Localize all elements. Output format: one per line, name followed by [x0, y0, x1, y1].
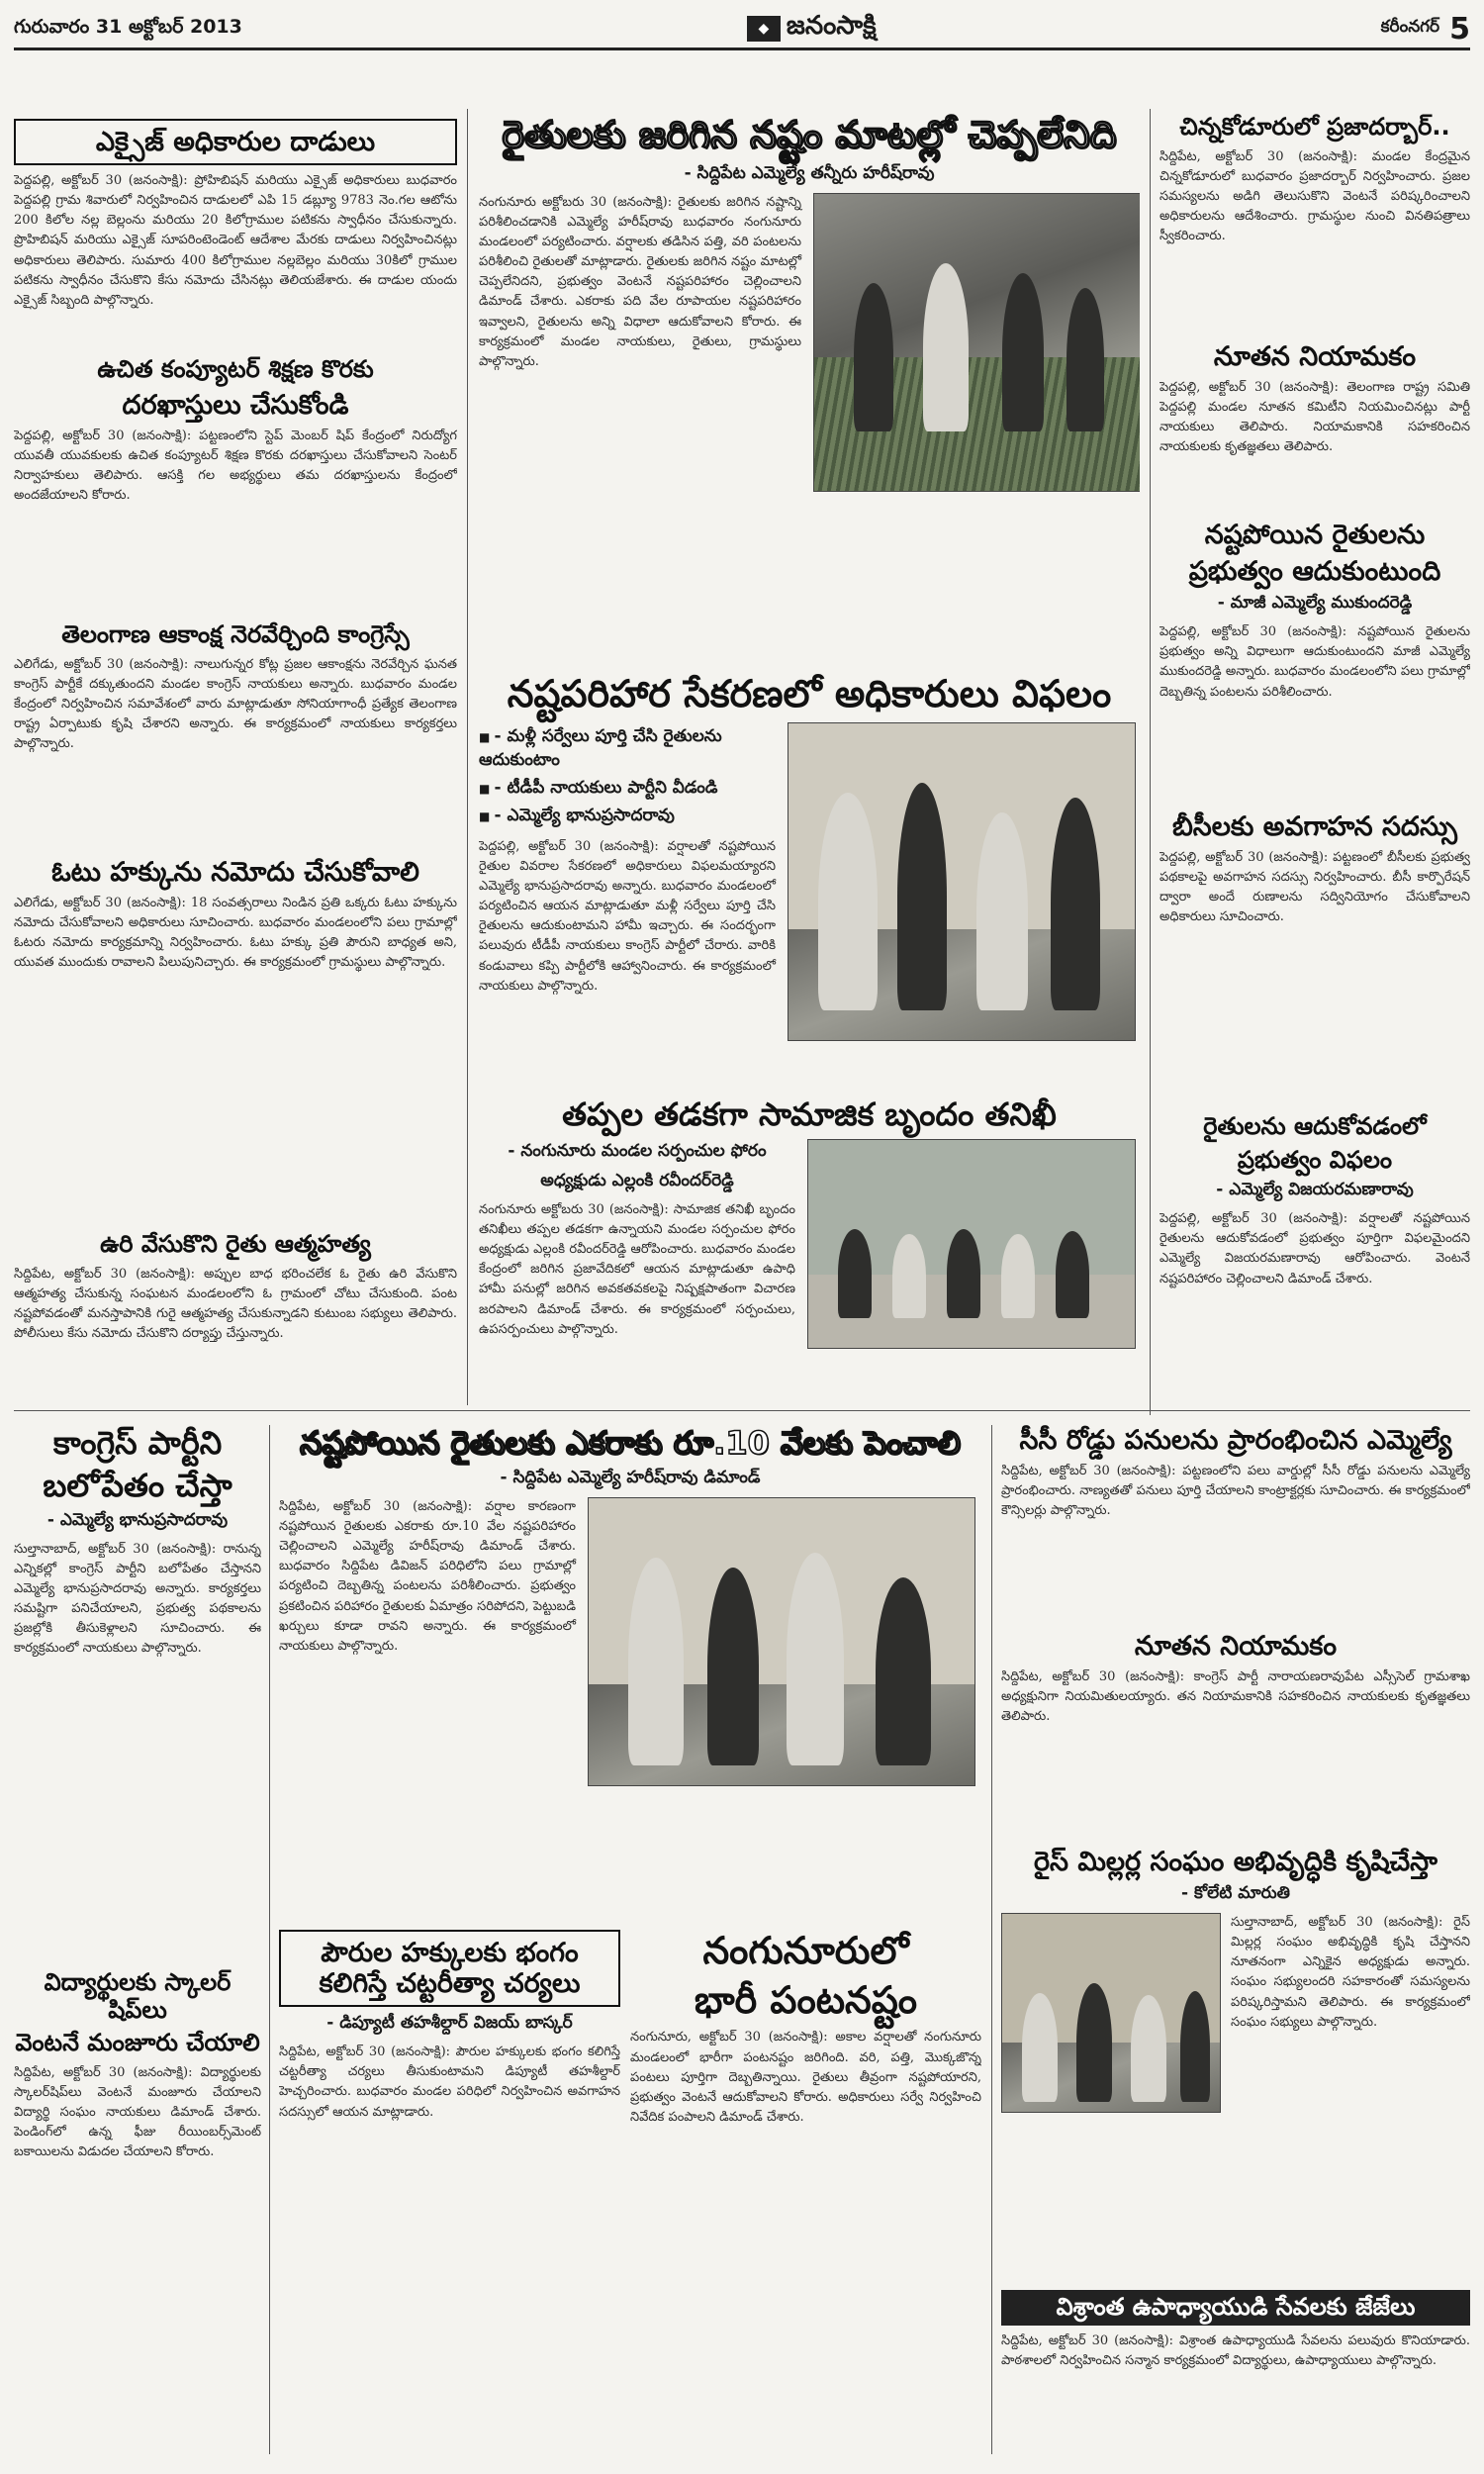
- paper-name: జనంసాక్షి: [786, 11, 877, 41]
- article-lead-loss: [479, 114, 1140, 668]
- column-rule: [467, 109, 468, 1405]
- headline: తప్పల తడకగా సామాజిక బృందం తనిఖీ: [562, 1096, 1057, 1133]
- article-computer-training: [14, 356, 457, 614]
- headline: నష్టపరిహార సేకరణలో అధికారులు విఫలం: [507, 673, 1112, 715]
- article-scholarship: [14, 1969, 261, 2454]
- paper-logo: [747, 11, 877, 47]
- edition-block: [1381, 12, 1470, 47]
- section-rule: [14, 1410, 1470, 1411]
- article-body: సిద్దిపేట, అక్టోబర్ 30 (జనంసాక్షి): విశ్రాంత ఉపాధ్యాయుడి సేవలను పలువురు కొనియాడారు. పాఠశాలలో నిర్వహించిన సన్మాన కార్యక్రమంలో విద్యార్థులు, ఉపాధ్యాయులు పాల్గొన్నారు.: [1001, 2332, 1470, 2368]
- article-body: సిద్దిపేట, అక్టోబర్ 30 (జనంసాక్షి): పౌరుల హక్కులకు భంగం కలిగిస్తే చట్టరీత్యా చర్యలు తీసుకుంటామని డిప్యూటీ తహశీల్దార్ హెచ్చరించారు. బుధవారం మండల పరిధిలో నిర్వహించిన అవగాహన సదస్సులో ఆయన మాట్లాడారు.: [279, 2045, 620, 2120]
- byline: అధ్యక్షుడు ఎల్లంకి రవీందర్‌రెడ్డి: [540, 1170, 734, 1190]
- article-vote: [14, 857, 457, 1223]
- photo-party-joining: [788, 722, 1136, 1041]
- headline: సీసీ రోడ్డు పనులను ప్రారంభించిన ఎమ్మెల్యే: [1019, 1425, 1452, 1456]
- article-social-audit: [479, 1096, 1140, 1405]
- article-crop-loss: [630, 1930, 981, 2454]
- headline: దరఖాస్తులు చేసుకోండి: [122, 389, 349, 421]
- article-compensation: [479, 673, 1140, 1089]
- article-congress-strengthen: [14, 1425, 261, 1959]
- headline: ఉరి వేసుకొని రైతు ఆత్మహత్య: [100, 1231, 371, 1258]
- logo-mark-icon: ◆: [747, 16, 781, 42]
- headline: భారీ పంటనష్టం: [694, 1977, 918, 2022]
- photo-field-inspection: [813, 193, 1140, 492]
- byline: - మాజీ ఎమ్మెల్యే ముకుందరెడ్డి: [1217, 593, 1413, 614]
- headline: బీసీలకు అవగాహన సదస్సు: [1171, 811, 1458, 842]
- article-appointment-1: [1159, 341, 1470, 515]
- article-body: సిద్దిపేట, అక్టోబర్ 30 (జనంసాక్షి): విద్యార్థులకు స్కాలర్‌షిప్‌లు వెంటనే మంజూరు చేయాలని విద్యార్థి సంఘం నాయకులు డిమాండ్ చేశారు. పెండింగ్‌లో ఉన్న ఫీజు రీయింబర్స్‌మెంట్ బకాయిలను విడుదల చేయాలని కోరారు.: [14, 2064, 261, 2160]
- article-appointment-2: [1001, 1631, 1470, 1839]
- article-body: సుల్తానాబాద్, అక్టోబర్ 30 (జనంసాక్షి): రైస్ మిల్లర్ల సంఘం అభివృద్ధికి కృషి చేస్తానని నూతనంగా ఎన్నికైన అధ్యక్షుడు అన్నారు. సంఘం సభ్యులందరి సహకారంతో సమస్యలను పరిష్కరిస్తామని తెలిపారు. ఈ కార్యక్రమంలో సంఘం సభ్యులు పాల్గొన్నారు.: [1231, 1915, 1470, 2030]
- article-farmer-suicide: [14, 1231, 457, 1404]
- headline: నూతన నియామకం: [1213, 341, 1417, 372]
- byline: - సిద్దిపేట ఎమ్మెల్యే తన్నీరు హరీష్‌రావు: [684, 162, 935, 183]
- headline: ప్రభుత్వం ఆదుకుంటుంది: [1188, 556, 1441, 588]
- headline: ఉచిత కంప్యూటర్ శిక్షణ కొరకు: [97, 356, 374, 383]
- article-body: సిద్దిపేట, అక్టోబర్ 30 (జనంసాక్షి): కాంగ్రెస్ పార్టీ నారాయణరావుపేట ఎస్సీసెల్ గ్రామశాఖ అధ్యక్షునిగా నియమితులయ్యారు. తన నియామకానికి సహకరించిన నాయకులకు కృతజ్ఞతలు తెలిపారు.: [1001, 1669, 1470, 1725]
- article-body: పెద్దపల్లి, అక్టోబర్ 30 (జనంసాక్షి): తెలంగాణ రాష్ట్ర సమితి పెద్దపల్లి మండల నూతన కమిటీని నియమించినట్లు పార్టీ నాయకులు తెలిపారు. నియామకానికి సహకరించిన నాయకులకు కృతజ్ఞతలు తెలిపారు.: [1159, 380, 1470, 455]
- article-govt-failed: [1159, 1113, 1470, 1405]
- article-body: పెద్దపల్లి, అక్టోబర్ 30 (జనంసాక్షి): పట్టణంలోని స్టెప్ మెంబర్ షిప్ కేంద్రంలో నిరుద్యోగ యువతీ యువకులకు ఉచిత కంప్యూటర్ శిక్షణ కొరకు దరఖాస్తులు చేసుకోవాలని సెంటర్ నిర్వాహకులు తెలిపారు. ఆసక్తి గల అభ్యర్థులు తమ దరఖాస్తులను కేంద్రంలో అందజేయాలని కోరారు.: [14, 428, 457, 504]
- headline: చిన్నకోడూరులో ప్రజాదర్బార్..: [1179, 114, 1450, 141]
- headline: రైస్ మిల్లర్ల సంఘం అభివృద్ధికి కృషిచేస్తా: [1033, 1847, 1438, 1877]
- article-body: పెద్దపల్లి, అక్టోబర్ 30 (జనంసాక్షి): పట్టణంలో బీసీలకు ప్రభుత్వ పథకాలపై అవగాహన సదస్సు నిర్వహించారు. బీసీ కార్పొరేషన్ ద్వారా అందే రుణాలను సద్వినియోగం చేసుకోవాలని అధికారులు సూచించారు.: [1159, 850, 1470, 925]
- article-body: పెద్దపల్లి, అక్టోబర్ 30 (జనంసాక్షి): వర్షాలతో నష్టపోయిన రైతుల వివరాల సేకరణలో అధికారులు విఫలమయ్యారని ఎమ్మెల్యే భానుప్రసాదరావు అన్నారు. బుధవారం మండలంలో పర్యటించిన ఆయన మాట్లాడుతూ మళ్లీ సర్వేలు పూర్తి చేసి రైతులను ఆదుకుంటామని హామీ ఇచ్చారు. ఈ సందర్భంగా పలువురు టీడీపీ నాయకులు కాంగ్రెస్ పార్టీలో చేరారు. వారికి కండువాలు కప్పి పార్టీలోకి ఆహ్వానించారు. ఈ కార్యక్రమంలో నాయకులు పాల్గొన్నారు.: [479, 838, 776, 994]
- masthead: [14, 10, 1470, 50]
- article-body: సిద్దిపేట, అక్టోబర్ 30 (జనంసాక్షి): పట్టణంలోని పలు వార్డుల్లో సీసీ రోడ్డు పనులను ఎమ్మెల్యే ప్రారంభించారు. నాణ్యతతో పనులు పూర్తి చేయాలని కాంట్రాక్టర్లకు సూచించారు. ఈ కార్యక్రమంలో కౌన్సిలర్లు పాల్గొన్నారు.: [1001, 1464, 1470, 1519]
- photo-rice-millers: [1001, 1913, 1221, 2113]
- photo-farmers-meeting: [588, 1497, 975, 1786]
- article-rice-millers: [1001, 1847, 1470, 2282]
- article-body: సిద్దిపేట, అక్టోబర్ 30 (జనంసాక్షి): వర్షాల కారణంగా నష్టపోయిన రైతులకు ఎకరాకు రూ.10 వేల నష్టపరిహారం చెల్లించాలని ఎమ్మెల్యే హరీష్‌రావు డిమాండ్ చేశారు. బుధవారం సిద్దిపేట డివిజన్ పరిధిలోని పలు గ్రామాల్లో పర్యటించి దెబ్బతిన్న పంటలను పరిశీలించారు. ప్రభుత్వం ప్రకటించిన పరిహారం రైతులకు ఏమాత్రం సరిపోదని, పెట్టుబడి ఖర్చులు కూడా రావని అన్నారు. ఈ కార్యక్రమంలో నాయకులు పాల్గొన్నారు.: [279, 1498, 576, 1654]
- headline: రైతులను ఆదుకోవడంలో: [1203, 1113, 1427, 1140]
- byline: - ఎమ్మెల్యే విజయరమణారావు: [1216, 1180, 1414, 1200]
- byline: - నంగునూరు మండల సర్పంచుల ఫోరం: [508, 1140, 767, 1161]
- article-rights: [279, 1930, 620, 2454]
- article-body: నంగునూరు అక్టోబరు 30 (జనంసాక్షి): సామాజిక తనిఖీ బృందం తనిఖీలు తప్పల తడకగా ఉన్నాయని మండల సర్పంచుల ఫోరం అధ్యక్షుడు ఎల్లంకి రవీందర్‌రెడ్డి ఆరోపించారు. బుధవారం మండల కేంద్రంలో జరిగిన ప్రజావేదికలో ఆయన మాట్లాడుతూ ఉపాధి హామీ పనుల్లో జరిగిన అవకతవకలపై నిష్పక్షపాతంగా విచారణ జరపాలని డిమాండ్ చేశారు. ఈ కార్యక్రమంలో సర్పంచులు, ఉపసర్పంచులు పాల్గొన్నారు.: [479, 1201, 795, 1337]
- article-body: నంగునూరు అక్టోబరు 30 (జనంసాక్షి): రైతులకు జరిగిన నష్టాన్ని పరిశీలించడానికి ఎమ్మెల్యే హరీష్‌రావు బుధవారం నంగునూరు మండలంలో పర్యటించారు. వర్షాలకు తడిసిన పత్తి, వరి పంటలను పరిశీలించి రైతులతో మాట్లాడారు. రైతులకు జరిగిన నష్టం మాటల్లో చెప్పలేనిదని, ప్రభుత్వం వెంటనే నష్టపరిహారం చెల్లించాలని డిమాండ్ చేశారు. ఎకరాకు పది వేల రూపాయల నష్టపరిహారం ఇవ్వాలని, రైతులను అన్ని విధాలా ఆదుకోవాలని కోరారు. ఈ కార్యక్రమంలో మండల నాయకులు, రైతులు, గ్రామస్థులు పాల్గొన్నారు.: [479, 194, 801, 369]
- subhead: ■ - ఎమ్మెల్యే భానుప్రసాదరావు: [479, 806, 776, 829]
- headline: నష్టపోయిన రైతులకు ఎకరాకు రూ.10 వేలకు పెంచాలి: [299, 1425, 961, 1462]
- headline: తెలంగాణ ఆకాంక్ష నెరవేర్చింది కాంగ్రెస్సే: [61, 621, 410, 648]
- article-body: సిద్దిపేట, అక్టోబర్ 30 (జనంసాక్షి): అప్పుల బాధ భరించలేక ఓ రైతు ఉరి వేసుకొని ఆత్మహత్య చేసుకున్న సంఘటన మండలంలోని ఓ గ్రామంలో చోటు చేసుకుంది. పంట నష్టపోవడంతో మనస్తాపానికి గురై ఆత్మహత్య చేసుకున్నాడని కుటుంబ సభ్యులు తెలిపారు. పోలీసులు కేసు నమోదు చేసుకొని దర్యాప్తు చేస్తున్నారు.: [14, 1266, 457, 1342]
- lead-headline: రైతులకు జరిగిన నష్టం మాటల్లో చెప్పలేనిది: [502, 114, 1117, 156]
- column-rule: [1150, 109, 1151, 1415]
- headline: నూతన నియామకం: [1134, 1631, 1338, 1662]
- headline: నంగునూరులో: [702, 1930, 909, 1972]
- photo-public-meeting: [807, 1139, 1136, 1349]
- headline-line: కలిగిస్తే చట్టరీత్యా చర్యలు: [319, 1968, 581, 2000]
- headline: వెంటనే మంజూరు చేయాలి: [15, 2029, 260, 2057]
- subhead-list: [479, 726, 776, 829]
- byline: - సిద్దిపేట ఎమ్మెల్యే హరీష్‌రావు డిమాండ్: [500, 1467, 761, 1487]
- page-number: 5: [1449, 11, 1470, 47]
- headline: ఓటు హక్కును నమోదు చేసుకోవాలి: [51, 857, 419, 888]
- headline: ఎక్సైజ్ అధికారుల దాడులు: [14, 119, 457, 165]
- article-body: పెద్దపల్లి, అక్టోబర్ 30 (జనంసాక్షి): వర్షాలతో నష్టపోయిన రైతులను ఆదుకోవడంలో ప్రభుత్వం పూర్తిగా విఫలమైందని ఎమ్మెల్యే విజయరమణారావు ఆరోపించారు. వెంటనే నష్టపరిహారం చెల్లించాలని డిమాండ్ చేశారు.: [1159, 1211, 1470, 1286]
- article-cc-road: [1001, 1425, 1470, 1623]
- article-ten-thousand: [279, 1425, 981, 1920]
- article-body: సుల్తానాబాద్, అక్టోబర్ 30 (జనంసాక్షి): రానున్న ఎన్నికల్లో కాంగ్రెస్ పార్టీని బలోపేతం చేస్తానని ఎమ్మెల్యే భానుప్రసాదరావు అన్నారు. కార్యకర్తలు సమష్టిగా పనిచేయాలని, ప్రభుత్వ పథకాలను ప్రజల్లోకి తీసుకెళ్లాలని సూచించారు. ఈ కార్యక్రమంలో నాయకులు పాల్గొన్నారు.: [14, 1541, 261, 1657]
- headline: [279, 1930, 620, 2007]
- headline: కాంగ్రెస్ పార్టీని: [52, 1425, 223, 1462]
- byline: - డిప్యూటీ తహశీల్దార్ విజయ్ బాస్కర్: [326, 2013, 573, 2034]
- article-body: ఎలిగేడు, అక్టోబర్ 30 (జనంసాక్షి): 18 సంవత్సరాలు నిండిన ప్రతి ఒక్కరు ఓటు హక్కును నమోదు చేసుకోవాలని అధికారులు సూచించారు. బుధవారం మండలంలోని పలు గ్రామాల్లో ఓటరు నమోదు కార్యక్రమాన్ని నిర్వహించారు. ఓటు హక్కు ప్రతి పౌరుని బాధ్యత అని, యువత ముందుకు రావాలని పిలుపునిచ్చారు. ఈ కార్యక్రమంలో గ్రామస్థులు పాల్గొన్నారు.: [14, 896, 457, 971]
- subhead: ■ - మళ్లీ సర్వేలు పూర్తి చేసి రైతులను ఆదుకుంటాం: [479, 726, 776, 774]
- article-body: పెద్దపల్లి, అక్టోబర్ 30 (జనంసాక్షి): ప్రోహిబిషన్ మరియు ఎక్సైజ్ అధికారులు బుధవారం పెద్దపల్లి గ్రామ శివారులో నిర్వహించిన దాడులలో ఎపి 15 డబ్ల్యూ 9783 నెం.గల ఆటోను 200 కిలోల నల్ల బెల్లంను మరియు 20 కిలోగ్రాముల పటికను స్వాధీనం చేసుకున్నారు. ప్రొహిబిషన్ మరియు ఎక్సైజ్ సూపరింటెండెంట్ ఆదేశాల మేరకు దాడులు నిర్వహించినట్లు అధికారులు తెలిపారు. సుమారు 400 కిలోగ్రాముల నల్లబెల్లం మరియు 30కిలో గ్రాముల పటికను స్వాధీనం చేసుకొని కేసు నమోదు చేసినట్లు తెలియజేశారు. ఈ దాడుల యందు ఎక్సైజ్ సిబ్బంది పాల్గొన్నారు.: [14, 173, 457, 308]
- article-body: ఎలిగేడు, అక్టోబర్ 30 (జనంసాక్షి): నాలుగున్నర కోట్ల ప్రజల ఆకాంక్షను నెరవేర్చిన ఘనత కాంగ్రెస్ పార్టీకే దక్కుతుందని మండల కాంగ్రెస్ నాయకులు అన్నారు. బుధవారం మండల కేంద్రంలో నిర్వహించిన సమావేశంలో వారు మాట్లాడుతూ సోనియాగాంధీ ప్రత్యేక తెలంగాణ రాష్ట్ర ఏర్పాటుకు కృషి చేశారని అన్నారు. ఈ కార్యక్రమంలో నాయకులు కార్యకర్తలు పాల్గొన్నారు.: [14, 656, 457, 752]
- article-retired-teacher: [1001, 2290, 1470, 2454]
- headline: ప్రభుత్వం విఫలం: [1237, 1145, 1393, 1174]
- byline: - ఎమ్మెల్యే భానుప్రసాదరావు: [46, 1509, 229, 1530]
- article-bc-awareness: [1159, 811, 1470, 1108]
- article-telangana: [14, 621, 457, 849]
- headline: విశ్రాంత ఉపాధ్యాయుడి సేవలకు జేజేలు: [1001, 2290, 1470, 2326]
- column-rule: [991, 1425, 992, 2454]
- article-body: నంగునూరు, అక్టోబర్ 30 (జనంసాక్షి): అకాల వర్షాలతో నంగునూరు మండలంలో భారీగా పంటనష్టం జరిగింది. వరి, పత్తి, మొక్కజొన్న పంటలు పూర్తిగా దెబ్బతిన్నాయి. రైతులు తీవ్రంగా నష్టపోయారని, ప్రభుత్వం వెంటనే ఆదుకోవాలని కోరారు. అధికారులు సర్వే నిర్వహించి నివేదిక పంపాలని డిమాండ్ చేశారు.: [630, 2030, 981, 2125]
- subhead: ■ - టీడీపీ నాయకులు పార్టీని వీడండి: [479, 778, 776, 802]
- headline: బలోపేతం చేస్తా: [43, 1466, 232, 1504]
- article-body: పెద్దపల్లి, అక్టోబర్ 30 (జనంసాక్షి): నష్టపోయిన రైతులను ప్రభుత్వం అన్ని విధాలుగా ఆదుకుంటుందని మాజీ ఎమ్మెల్యే ముకుందరెడ్డి అన్నారు. బుధవారం మండలంలోని పలు గ్రామాల్లో దెబ్బతిన్న పంటలను పరిశీలించారు.: [1159, 624, 1470, 700]
- byline: - కోలేటి మారుతి: [1181, 1883, 1290, 1904]
- article-prajadarbar: [1159, 114, 1470, 336]
- article-excise: [14, 119, 457, 346]
- headline: నష్టపోయిన రైతులను: [1204, 520, 1426, 550]
- column-rule: [269, 1425, 270, 2454]
- headline: విద్యార్థులకు స్కాలర్ షిప్‌లు: [44, 1969, 232, 2024]
- issue-date: గురువారం 31 అక్టోబర్ 2013: [14, 15, 242, 38]
- article-body: సిద్దిపేట, అక్టోబర్ 30 (జనంసాక్షి): మండల కేంద్రమైన చిన్నకోడూరులో బుధవారం ప్రజాదర్బార్ నిర్వహించారు. ప్రజల సమస్యలను అడిగి తెలుసుకొని వెంటనే పరిష్కరించాలని అధికారులను ఆదేశించారు. గ్రామస్థుల నుంచి వినతిపత్రాలు స్వీకరించారు.: [1159, 148, 1470, 244]
- article-govt-help: [1159, 520, 1470, 807]
- headline-line: పౌరుల హక్కులకు భంగం: [321, 1938, 579, 1968]
- edition-name: కరీంనగర్: [1380, 17, 1440, 37]
